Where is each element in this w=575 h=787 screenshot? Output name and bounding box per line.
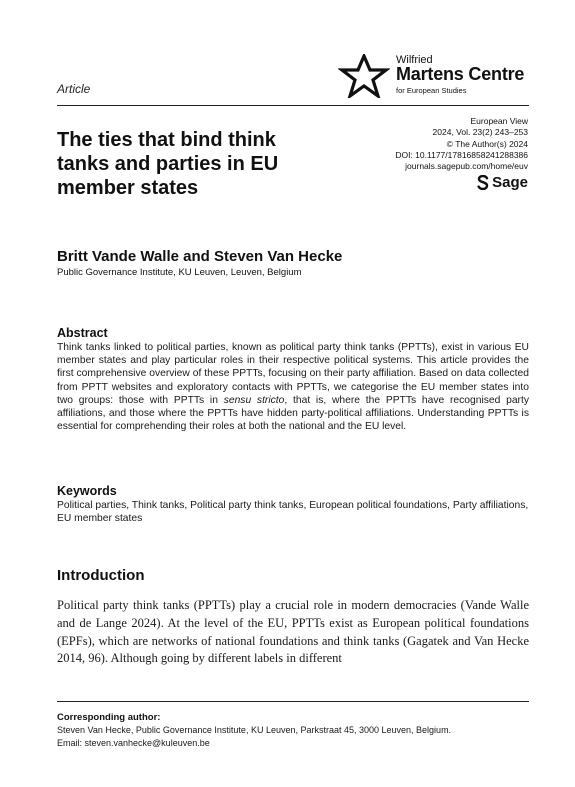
corresponding-author-email[interactable]: Email: steven.vanhecke@kuleuven.be: [57, 738, 210, 748]
logo-line-3: for European Studies: [396, 86, 467, 95]
footer-divider: [57, 701, 529, 702]
introduction-heading: Introduction: [57, 567, 145, 584]
introduction-body: Political party think tanks (PPTTs) play a crucial role in modern democracies (Vande Walle and de Lange 2024). At the level of the EU, PPTTs exist as European political foundations (EPFs), which are networks of national foundations and think tanks (Gagatek and Van Hecke 2014, 96). Although going by different labels in different: [57, 598, 529, 666]
journal-copyright: © The Author(s) 2024: [446, 138, 528, 149]
keywords-heading: Keywords: [57, 484, 117, 498]
logo-line-1: Wilfried: [396, 54, 433, 66]
journal-name: European View: [470, 116, 528, 126]
abstract-text-part-2: , that is, where the PPTTs have recognised party affiliations, and those where the PPTTs have hidden party-political affiliations. Understanding PPTTs is essential for comprehending their roles at both the national and the EU level.: [57, 394, 529, 433]
keywords-list: Political parties, Think tanks, Political party think tanks, European political foundations, Party affiliations, EU member states: [57, 500, 529, 525]
sage-wordmark: Sage: [492, 174, 528, 191]
sage-logo: [477, 174, 528, 191]
star-outline-icon: [338, 54, 390, 98]
corresponding-author-address: Steven Van Hecke, Public Governance Institute, KU Leuven, Parkstraat 45, 3000 Leuven, Belgium.: [57, 725, 452, 735]
corresponding-author-label: Corresponding author:: [57, 712, 161, 723]
article-type-label: Article: [57, 82, 91, 96]
paper-title: The ties that bind think tanks and parties in EU member states: [57, 129, 279, 199]
logo-line-2: Martens Centre: [396, 64, 525, 84]
abstract-heading: Abstract: [57, 326, 108, 340]
author-names: Britt Vande Walle and Steven Van Hecke: [57, 248, 343, 265]
abstract-text-part-1: Think tanks linked to political parties, known as political party think tanks (PPTTs), exist in various EU member states and play particular roles in their respective political systems. This article provides the first comprehensive overview of these PPTTs, focusing on their party affiliation. Based on data collected from PPTT websites and exploratory contacts with PPTTs, we categorise the EU member states into two groups: those with PPTTs in: [57, 342, 529, 406]
abstract-body: [57, 341, 529, 433]
abstract-italic-term: sensu stricto: [223, 394, 285, 406]
journal-volume: 2024, Vol. 23(2) 243–253: [432, 127, 528, 138]
sage-s-icon: [477, 175, 489, 190]
author-affiliation: Public Governance Institute, KU Leuven, Leuven, Belgium: [57, 267, 302, 278]
header-divider: [57, 105, 529, 106]
martens-centre-logo: [338, 52, 538, 100]
journal-doi[interactable]: DOI: 10.1177/17816858241288386: [395, 149, 528, 160]
journal-meta: [395, 116, 528, 172]
journal-url[interactable]: journals.sagepub.com/home/euv: [405, 161, 528, 172]
